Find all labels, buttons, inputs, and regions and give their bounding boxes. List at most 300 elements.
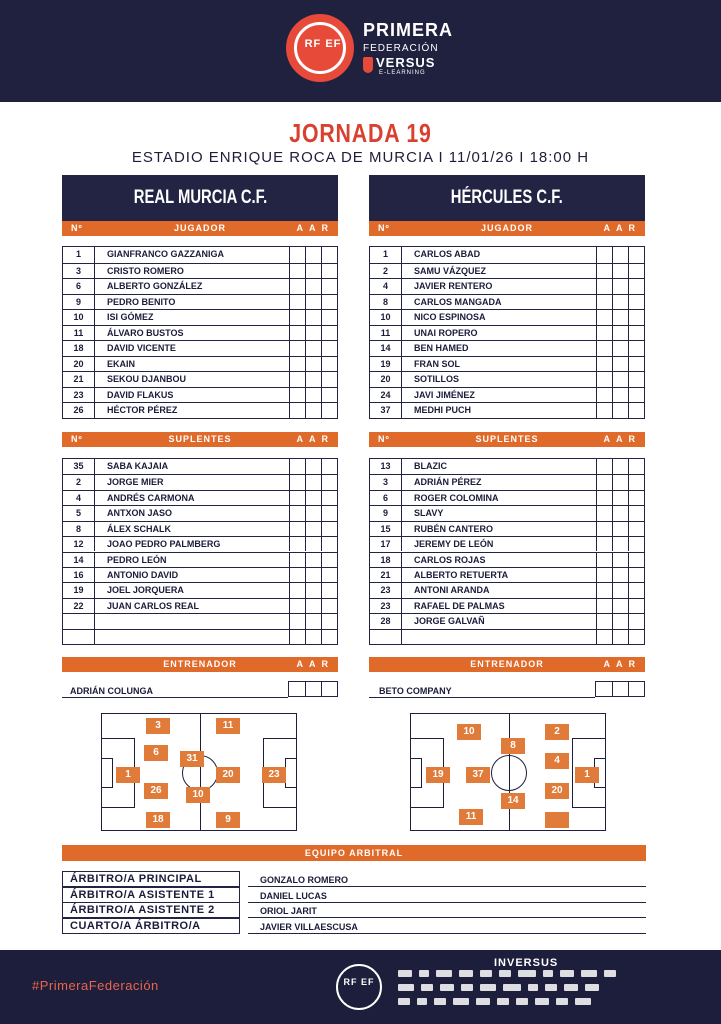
rfef-logo	[286, 14, 354, 82]
card-box[interactable]	[305, 247, 321, 263]
brand-federation: FEDERACIÓN	[363, 43, 439, 54]
card-box[interactable]	[612, 506, 628, 520]
card-box[interactable]	[289, 310, 305, 325]
card-box[interactable]	[321, 459, 337, 474]
referee-name: DANIEL LUCAS	[260, 890, 327, 901]
referee-line	[248, 902, 646, 903]
player-row	[370, 325, 644, 341]
card-box[interactable]	[596, 388, 612, 403]
player-row	[370, 536, 644, 551]
card-box[interactable]	[612, 264, 628, 279]
card-box[interactable]	[289, 403, 305, 418]
card-box[interactable]	[612, 372, 628, 387]
card-box[interactable]	[289, 614, 305, 628]
card-box[interactable]	[612, 310, 628, 325]
player-row	[63, 474, 337, 489]
player-row	[63, 294, 337, 310]
card-box[interactable]	[612, 491, 628, 505]
sponsor-logo	[476, 998, 490, 1005]
player-row	[63, 263, 337, 279]
card-box[interactable]	[612, 403, 628, 418]
player-row	[63, 598, 337, 613]
player-name: SOTILLOS	[414, 374, 459, 385]
player-number	[63, 614, 95, 628]
card-box[interactable]	[596, 247, 612, 263]
card-box[interactable]	[305, 506, 321, 520]
player-number: 10	[370, 310, 402, 325]
player-row	[370, 356, 644, 372]
card-box[interactable]	[596, 310, 612, 325]
card-box[interactable]	[305, 310, 321, 325]
card-box[interactable]	[321, 388, 337, 403]
away-subs-table	[369, 458, 645, 645]
card-box[interactable]	[628, 459, 644, 474]
header-entrenador: ENTRENADOR	[163, 659, 237, 669]
card-box[interactable]	[305, 403, 321, 418]
player-row	[370, 474, 644, 489]
card-box[interactable]	[305, 599, 321, 613]
card-box[interactable]	[289, 357, 305, 372]
card-box[interactable]	[321, 357, 337, 372]
home-coach-cards	[288, 681, 338, 697]
away-team-name: HÉRCULES C.F.	[369, 175, 645, 221]
card-box[interactable]	[628, 264, 644, 279]
card-box[interactable]	[305, 295, 321, 310]
hashtag: #PrimeraFederación	[32, 978, 159, 993]
sponsor-logo	[421, 984, 433, 991]
card-box[interactable]	[596, 568, 612, 582]
card-box[interactable]	[305, 553, 321, 567]
card-box[interactable]	[305, 279, 321, 294]
card-box[interactable]	[289, 568, 305, 582]
card-box[interactable]	[289, 295, 305, 310]
sponsor-logo	[434, 998, 446, 1005]
card-box[interactable]	[612, 583, 628, 597]
card-box[interactable]	[612, 537, 628, 551]
card-box[interactable]	[612, 599, 628, 613]
player-number: 6	[370, 491, 402, 505]
card-box[interactable]	[612, 247, 628, 263]
sponsor-logo	[417, 998, 427, 1005]
card-box[interactable]	[612, 614, 628, 628]
card-box[interactable]	[628, 295, 644, 310]
player-name: UNAI ROPERO	[414, 327, 478, 338]
player-name: PEDRO BENITO	[107, 296, 176, 307]
card-box[interactable]	[596, 522, 612, 536]
player-name: HÉCTOR PÉREZ	[107, 405, 178, 416]
card-box[interactable]	[305, 475, 321, 489]
player-row	[370, 309, 644, 325]
player-row	[63, 490, 337, 505]
player-number: 2	[63, 475, 95, 489]
formation-player: 26	[144, 783, 168, 799]
sponsor-logo	[503, 984, 521, 991]
sponsor-logo	[556, 998, 568, 1005]
formation-player: 1	[116, 767, 140, 783]
card-box[interactable]	[628, 310, 644, 325]
referee-header: EQUIPO ARBITRAL	[62, 845, 646, 861]
card-box[interactable]	[612, 279, 628, 294]
player-number: 19	[63, 583, 95, 597]
card-box[interactable]	[305, 264, 321, 279]
card-box[interactable]	[289, 491, 305, 505]
card-box[interactable]	[628, 614, 644, 628]
formation-player: 18	[146, 812, 170, 828]
card-box[interactable]	[596, 583, 612, 597]
player-name: JUAN CARLOS REAL	[107, 600, 200, 611]
player-name: ROGER COLOMINA	[414, 492, 499, 503]
player-row	[370, 247, 644, 263]
formation-player: 10	[457, 724, 481, 740]
player-number: 18	[370, 553, 402, 567]
player-row	[370, 387, 644, 403]
card-box[interactable]	[305, 522, 321, 536]
card-box[interactable]	[305, 630, 321, 644]
card-box[interactable]	[289, 388, 305, 403]
player-row	[63, 629, 337, 644]
card-box[interactable]	[596, 372, 612, 387]
card-box[interactable]	[321, 522, 337, 536]
venue-info: ESTADIO ENRIQUE ROCA DE MURCIA I 11/01/26 I 18:00 H	[131, 149, 590, 166]
header-cards: AAR	[296, 223, 334, 233]
player-name: ALBERTO GONZÁLEZ	[107, 281, 203, 292]
player-name: GIANFRANCO GAZZANIGA	[107, 249, 224, 259]
card-box[interactable]	[612, 459, 628, 474]
player-number: 10	[63, 310, 95, 325]
card-box[interactable]	[321, 553, 337, 567]
card-box[interactable]	[305, 583, 321, 597]
card-box[interactable]	[612, 295, 628, 310]
card-box[interactable]	[628, 522, 644, 536]
sponsor-logo	[436, 970, 452, 977]
player-name: CARLOS ABAD	[414, 249, 481, 259]
player-number: 3	[370, 475, 402, 489]
card-box[interactable]	[596, 491, 612, 505]
card-box[interactable]	[596, 630, 612, 644]
player-number: 4	[370, 279, 402, 294]
sponsor-logo	[545, 984, 557, 991]
footer-rfef-logo: RF EF	[336, 964, 382, 1010]
home-coach-header	[62, 657, 338, 672]
player-number: 5	[63, 506, 95, 520]
card-box[interactable]	[321, 295, 337, 310]
player-number: 16	[63, 568, 95, 582]
player-number: 8	[370, 295, 402, 310]
player-number: 9	[370, 506, 402, 520]
card-box[interactable]	[596, 506, 612, 520]
player-name: ALBERTO RETUERTA	[414, 569, 509, 580]
card-box[interactable]	[305, 341, 321, 356]
card-box[interactable]	[305, 326, 321, 341]
player-row	[370, 552, 644, 567]
sponsor-logo	[543, 970, 553, 977]
player-row	[370, 490, 644, 505]
player-row	[370, 582, 644, 597]
card-box[interactable]	[628, 491, 644, 505]
card-box[interactable]	[628, 357, 644, 372]
card-box[interactable]	[321, 491, 337, 505]
versus-icon	[363, 57, 373, 73]
card-box[interactable]	[289, 553, 305, 567]
card-box[interactable]	[289, 537, 305, 551]
card-box[interactable]	[321, 279, 337, 294]
card-box[interactable]	[321, 247, 337, 263]
card-box[interactable]	[628, 630, 644, 644]
card-box[interactable]	[628, 326, 644, 341]
header-bar	[0, 0, 721, 102]
player-row	[370, 340, 644, 356]
sponsor-logo	[560, 970, 574, 977]
player-row	[63, 371, 337, 387]
player-row	[63, 402, 337, 418]
card-box[interactable]	[289, 583, 305, 597]
header-jugador: JUGADOR	[173, 223, 226, 233]
player-number: 3	[63, 264, 95, 279]
referee-name: ORIOL JARIT	[260, 906, 317, 916]
sponsor-logo	[497, 998, 509, 1005]
player-row	[63, 505, 337, 520]
player-name: ÁLEX SCHALK	[107, 523, 172, 534]
card-box[interactable]	[289, 247, 305, 263]
sponsor-logo	[480, 970, 492, 977]
card-box[interactable]	[321, 583, 337, 597]
card-box[interactable]	[321, 475, 337, 489]
card-box[interactable]	[321, 614, 337, 628]
player-name: SAMU VÁZQUEZ	[414, 265, 486, 276]
player-number: 22	[63, 599, 95, 613]
player-name: ANTONIO DAVID	[107, 569, 179, 580]
card-box[interactable]	[596, 264, 612, 279]
formation-player: 14	[501, 793, 525, 809]
card-box[interactable]	[321, 310, 337, 325]
card-box[interactable]	[628, 537, 644, 551]
card-box[interactable]	[596, 614, 612, 628]
away-coach-line	[369, 697, 595, 698]
referee-line	[248, 933, 646, 934]
card-box[interactable]	[289, 372, 305, 387]
player-number: 23	[63, 388, 95, 403]
card-box[interactable]	[612, 522, 628, 536]
card-box[interactable]	[628, 372, 644, 387]
player-name: SLAVY	[414, 508, 444, 519]
card-box[interactable]	[289, 630, 305, 644]
brand-title: PRIMERA	[363, 20, 454, 40]
card-box[interactable]	[289, 599, 305, 613]
player-number: 2	[370, 264, 402, 279]
card-box[interactable]	[612, 630, 628, 644]
card-box[interactable]	[305, 459, 321, 474]
player-row	[370, 263, 644, 279]
formation-player: 9	[216, 812, 240, 828]
header-cards: AAR	[603, 434, 641, 444]
card-box[interactable]	[628, 341, 644, 356]
player-number: 13	[370, 459, 402, 474]
card-box[interactable]	[612, 357, 628, 372]
card-box[interactable]	[289, 506, 305, 520]
home-team-name: REAL MURCIA C.F.	[62, 175, 338, 221]
card-box[interactable]	[628, 506, 644, 520]
card-box[interactable]	[596, 475, 612, 489]
card-box[interactable]	[628, 388, 644, 403]
card-box[interactable]	[289, 341, 305, 356]
player-name: ADRIÁN PÉREZ	[414, 477, 482, 488]
sponsor-logo	[604, 970, 616, 977]
away-coach-header	[369, 657, 645, 672]
formation-player: 8	[501, 738, 525, 754]
player-name: NICO ESPINOSA	[414, 312, 486, 323]
card-box[interactable]	[596, 537, 612, 551]
card-box[interactable]	[321, 326, 337, 341]
formation-player: 6	[144, 745, 168, 761]
player-name: JAVIER RENTERO	[414, 281, 493, 292]
card-box[interactable]	[305, 491, 321, 505]
player-number: 15	[370, 522, 402, 536]
card-box[interactable]	[628, 553, 644, 567]
card-box[interactable]	[305, 568, 321, 582]
card-box[interactable]	[596, 357, 612, 372]
player-row	[63, 582, 337, 597]
card-box[interactable]	[321, 341, 337, 356]
card-box[interactable]	[305, 357, 321, 372]
card-box[interactable]	[305, 388, 321, 403]
player-row	[63, 356, 337, 372]
card-box[interactable]	[596, 403, 612, 418]
player-name: RAFAEL DE PALMAS	[414, 600, 505, 611]
player-name: ÁLVARO BUSTOS	[107, 327, 184, 338]
card-box[interactable]	[628, 583, 644, 597]
card-box[interactable]	[289, 522, 305, 536]
card-box[interactable]	[289, 279, 305, 294]
card-box[interactable]	[596, 459, 612, 474]
referee-role: ÁRBITRO/A PRINCIPAL	[62, 871, 240, 887]
card-box[interactable]	[628, 403, 644, 418]
player-number: 24	[370, 388, 402, 403]
player-name: CARLOS ROJAS	[414, 554, 486, 565]
card-box[interactable]	[305, 537, 321, 551]
card-box[interactable]	[305, 372, 321, 387]
card-box[interactable]	[612, 388, 628, 403]
player-number: 23	[370, 583, 402, 597]
formation-player: 31	[180, 751, 204, 767]
card-box[interactable]	[628, 247, 644, 263]
formation-player: 11	[459, 809, 483, 825]
referee-line	[248, 886, 646, 887]
player-name: ANTONI ARANDA	[414, 585, 490, 596]
formation-player: 37	[466, 767, 490, 783]
card-box[interactable]	[321, 403, 337, 418]
card-box[interactable]	[612, 553, 628, 567]
header-cards: AAR	[603, 223, 641, 233]
header-cards: AAR	[296, 434, 334, 444]
player-row	[63, 278, 337, 294]
card-box[interactable]	[612, 475, 628, 489]
player-name: EKAIN	[107, 358, 136, 369]
card-box[interactable]	[628, 599, 644, 613]
player-row	[63, 521, 337, 536]
player-row	[370, 567, 644, 582]
player-name: ANDRÉS CARMONA	[107, 492, 195, 503]
home-subs-table	[62, 458, 338, 645]
card-box[interactable]	[596, 326, 612, 341]
header-suplentes: SUPLENTES	[475, 434, 539, 444]
sponsor-logo	[419, 970, 429, 977]
card-box[interactable]	[596, 295, 612, 310]
card-box[interactable]	[321, 506, 337, 520]
card-box[interactable]	[305, 614, 321, 628]
card-box[interactable]	[628, 568, 644, 582]
player-name: FRAN SOL	[414, 358, 460, 369]
header-cards: AAR	[296, 659, 334, 669]
header-cards: AAR	[603, 659, 641, 669]
away-coach-name: BETO COMPANY	[379, 686, 452, 696]
player-name: DAVID FLAKUS	[107, 389, 174, 400]
card-box[interactable]	[321, 372, 337, 387]
formation-player: 20	[545, 783, 569, 799]
player-number	[63, 630, 95, 644]
player-number: 6	[63, 279, 95, 294]
player-row	[370, 505, 644, 520]
player-row	[370, 629, 644, 644]
referee-name: JAVIER VILLAESCUSA	[260, 921, 358, 932]
card-box[interactable]	[321, 264, 337, 279]
card-box[interactable]	[628, 475, 644, 489]
card-box[interactable]	[596, 279, 612, 294]
card-box[interactable]	[596, 341, 612, 356]
player-row	[63, 387, 337, 403]
player-row	[370, 402, 644, 418]
away-subs-header	[369, 432, 645, 447]
player-row	[63, 309, 337, 325]
sponsor-logo	[518, 970, 536, 977]
sponsor-logo	[480, 984, 496, 991]
card-box[interactable]	[596, 553, 612, 567]
home-starters-header	[62, 221, 338, 236]
brand-versus-sub: E-LEARNING	[379, 70, 426, 76]
referee-line	[248, 917, 646, 918]
player-name: JORGE MIER	[107, 477, 164, 488]
player-number: 26	[63, 403, 95, 418]
player-number: 37	[370, 403, 402, 418]
card-box[interactable]	[628, 279, 644, 294]
referee-role: CUARTO/A ÁRBITRO/A	[62, 918, 240, 934]
card-box[interactable]	[289, 326, 305, 341]
card-box[interactable]	[612, 341, 628, 356]
away-starters-header	[369, 221, 645, 236]
formation-player: 20	[216, 767, 240, 783]
card-box[interactable]	[321, 537, 337, 551]
card-box[interactable]	[612, 326, 628, 341]
sponsor-logo	[461, 984, 473, 991]
card-box[interactable]	[289, 264, 305, 279]
sponsor-logo	[459, 970, 473, 977]
card-box[interactable]	[321, 568, 337, 582]
logo-text: RF EF	[304, 38, 342, 50]
card-box[interactable]	[612, 568, 628, 582]
formation-player: 10	[186, 787, 210, 803]
sponsor-logo	[440, 984, 454, 991]
card-box[interactable]	[289, 459, 305, 474]
card-box[interactable]	[321, 630, 337, 644]
sponsor-logo	[398, 970, 412, 977]
card-box[interactable]	[289, 475, 305, 489]
home-starters-table	[62, 246, 338, 419]
card-box[interactable]	[321, 599, 337, 613]
player-row	[370, 294, 644, 310]
player-name: PEDRO LEÓN	[107, 554, 167, 565]
player-number: 28	[370, 614, 402, 628]
card-box[interactable]	[596, 599, 612, 613]
home-coach-line	[62, 697, 288, 698]
